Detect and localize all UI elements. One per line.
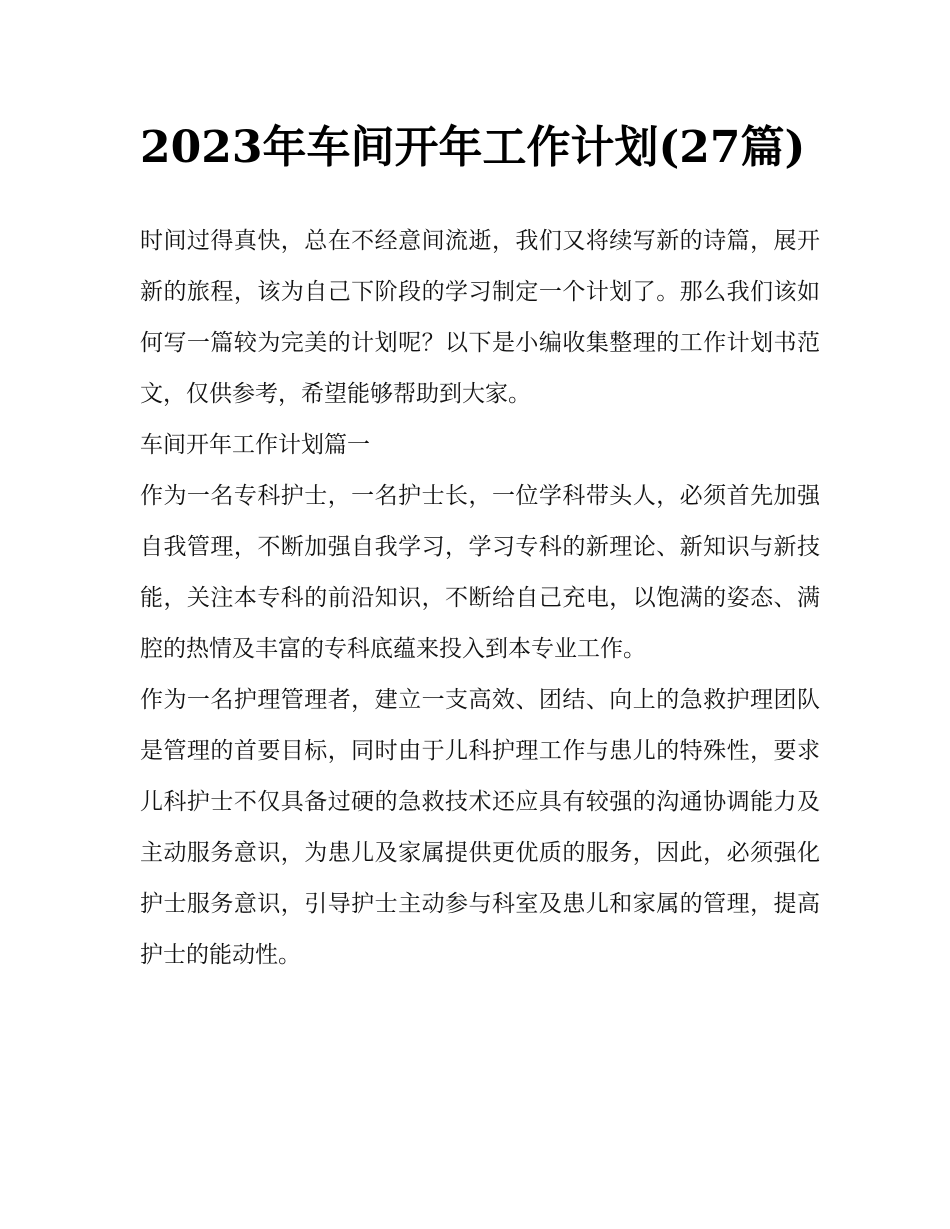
body-paragraph-1: 作为一名专科护士，一名护士长，一位学科带头人，必须首先加强自我管理，不断加强自我学习，学习专科的新理论、新知识与新技能，关注本专科的前沿知识，不断给自己充电，以饱满的姿态、满腔的热情及丰富的专科底蕴来投入到本专业工作。 <box>140 483 820 662</box>
section-heading: 车间开年工作计划篇一 <box>140 432 370 458</box>
document-title: 2023年车间开年工作计划(27篇) <box>140 122 806 173</box>
body-paragraph-2: 作为一名护理管理者，建立一支高效、团结、向上的急救护理团队是管理的首要目标，同时由于儿科护理工作与患儿的特殊性，要求儿科护士不仅具备过硬的急救技术还应具有较强的沟通协调能力及主动服务意识，为患儿及家属提供更优质的服务，因此，必须强化护士服务意识，引导护士主动参与科室及患儿和家属的管理，提高护士的能动性。 <box>140 687 820 968</box>
intro-paragraph: 时间过得真快，总在不经意间流逝，我们又将续写新的诗篇，展开新的旅程，该为自己下阶段的学习制定一个计划了。那么我们该如何写一篇较为完美的计划呢？以下是小编收集整理的工作计划书范文，仅供参考，希望能够帮助到大家。 <box>140 228 820 407</box>
document-page <box>140 112 820 981</box>
document-body <box>140 216 820 981</box>
